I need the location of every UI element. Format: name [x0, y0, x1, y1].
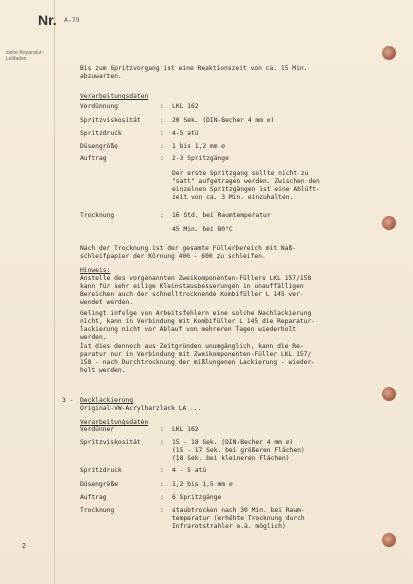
- drying-sep: :: [160, 212, 164, 219]
- hinweis-para2-line: nicht, kann in Verbindung mit Kombifüller L 145 die Reparatur-: [80, 318, 316, 325]
- nr-label: Nr.: [38, 12, 57, 28]
- note-line: einzelnen Spritzgängen ist eine Ablüft-: [172, 186, 320, 193]
- side-note: siehe Reparatur-Leitfaden: [6, 50, 44, 62]
- row-sep: :: [160, 481, 164, 488]
- row-value: temperatur (erhöhte Trocknung durch: [172, 515, 305, 522]
- row-label: Trocknung: [80, 507, 115, 514]
- intro-line: Bis zum Spritzvorgang ist eine Reaktionszeit von ca. 15 Min.: [80, 65, 308, 72]
- section3-subtitle: Original-VW-Acrylharzlack LA ...: [80, 405, 202, 412]
- row-sep: :: [160, 439, 164, 446]
- row-value: 6 Spritzgänge: [172, 494, 222, 501]
- row-value: 20 Sek. (DIN-Becher 4 mm ∅): [172, 117, 275, 124]
- row-sep: :: [160, 117, 164, 124]
- drying-value: 45 Min. bei 80°C: [172, 226, 233, 233]
- punch-hole: [382, 533, 396, 547]
- row-sep: :: [160, 103, 164, 110]
- intro-line: abzuwarten.: [80, 73, 122, 80]
- row-label: Spritzdruck: [80, 467, 122, 474]
- note-line: zeit von ca. 3 Min. einzuhalten.: [172, 194, 294, 201]
- drying-value: 16 Std. bei Raumtemperatur: [172, 212, 271, 219]
- row-label: Spritzdruck: [80, 130, 122, 137]
- row-value: (15 - 17 Sek. bei größeren Flächen): [172, 447, 305, 454]
- hinweis-para3-line: Ist dies dennoch aus Zeitgründen unumgänglich, kann die Re-: [80, 343, 304, 350]
- row-sep: :: [160, 155, 164, 162]
- row-label: Spritzviskosität: [80, 117, 141, 124]
- hinweis-line: kann für sehr eilige Kleinstausbesserungen in unauffälligen: [80, 283, 304, 290]
- row-sep: :: [160, 467, 164, 474]
- row-value: 1 bis 1,2 mm ∅: [172, 143, 226, 150]
- row-label: Spritzviskosität: [80, 439, 141, 446]
- section3-title: Decklackierung: [80, 397, 134, 404]
- section3-number: 3 -: [62, 397, 74, 404]
- row-value: LKL 162: [172, 426, 199, 433]
- row-value: 4 - 5 atü: [172, 467, 207, 474]
- row-label: Auftrag: [80, 494, 107, 501]
- punch-hole: [382, 387, 396, 401]
- note-line: "satt" aufgetragen werden. Zwischen den: [172, 178, 320, 185]
- row-value: 2-3 Spritzgänge: [172, 155, 229, 162]
- row-value: Infrarotstrahler o.ä. möglich): [172, 523, 286, 530]
- section1-heading: Verarbeitungsdaten: [80, 93, 149, 100]
- row-sep: :: [160, 130, 164, 137]
- hinweis-para3-line: holt werden.: [80, 367, 126, 374]
- row-label: Düsengröße: [80, 143, 118, 150]
- row-sep: :: [160, 507, 164, 514]
- page-number: 2: [22, 543, 26, 550]
- hinweis-line: Bereichen auch der schnelltrocknende Kombifüller L 145 ver-: [80, 291, 304, 298]
- punch-hole: [382, 46, 396, 60]
- row-label: Verdünnung: [80, 103, 118, 110]
- row-sep: :: [160, 426, 164, 433]
- hinweis-line: Anstelle des vorgenannten Zweikomponenten-Füllers LKL 157/158: [80, 275, 312, 282]
- row-value: LKL 162: [172, 103, 199, 110]
- row-label: Auftrag: [80, 155, 107, 162]
- note-line: Der erste Spritzgang sollte nicht zu: [172, 170, 309, 177]
- margin-line: [54, 0, 55, 584]
- para-line: Nach der Trocknung ist der gesamte Füllerbereich mit Naß-: [80, 245, 297, 252]
- hinweis-line: wendet werden.: [80, 299, 134, 306]
- row-label: Verdünner: [80, 426, 115, 433]
- row-value: staubtrocken nach 30 Min. bei Raum-: [172, 507, 305, 514]
- row-value: 4-5 atü: [172, 130, 199, 137]
- section3-heading: Verarbeitungsdaten: [80, 419, 149, 426]
- row-sep: :: [160, 143, 164, 150]
- row-value: 15 - 18 Sek. (DIN-Becher 4 mm ∅): [172, 439, 294, 446]
- hinweis-para2-line: lackierung nicht vor Ablauf von mehreren Tagen wiederholt: [80, 326, 297, 333]
- hinweis-para2-line: werden.: [80, 334, 107, 341]
- nr-value: A-75: [64, 16, 80, 24]
- hinweis-para3-line: paratur nur in Verbindung mit Zweikomponenten-Füller LKL 157/: [80, 351, 312, 358]
- hinweis-title: Hinweis:: [80, 267, 111, 274]
- para-line: schleifpapier der Körnung 400 - 600 zu schleifen.: [80, 253, 266, 260]
- hinweis-para3-line: 158 - nach Durchtrocknung der mißlungenen Lackierung - wieder-: [80, 359, 316, 366]
- hinweis-para2-line: Gelingt infolge von Arbeitsfehlern eine solche Nachlackierung: [80, 310, 312, 317]
- row-value: (18 Sek. bei kleineren Flächen): [172, 455, 290, 462]
- row-label: Düsengröße: [80, 481, 118, 488]
- punch-hole: [382, 216, 396, 230]
- row-sep: :: [160, 494, 164, 501]
- row-value: 1,2 bis 1,5 mm ∅: [172, 481, 233, 488]
- drying-label: Trocknung: [80, 212, 115, 219]
